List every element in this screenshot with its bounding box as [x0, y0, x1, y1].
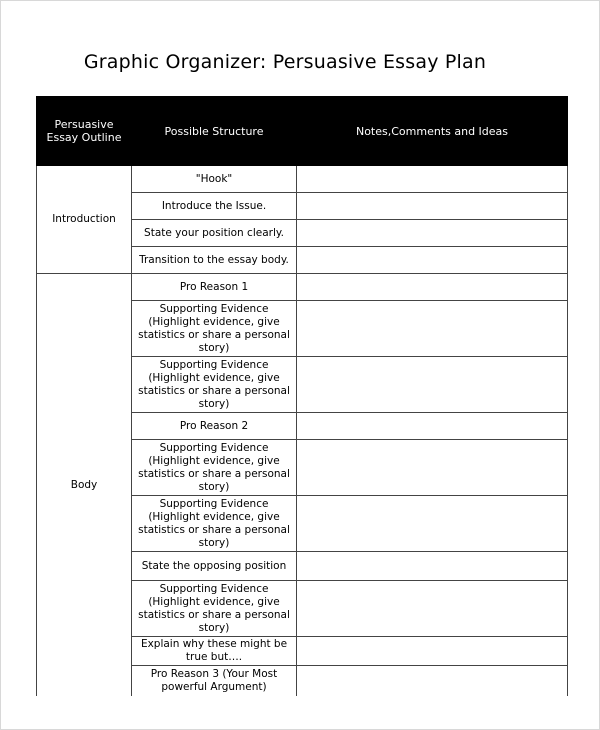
structure-cell: Supporting Evidence (Highlight evidence, give statistics or share a personal story): [132, 301, 297, 357]
structure-cell: Supporting Evidence (Highlight evidence, give statistics or share a personal story): [132, 357, 297, 413]
notes-cell[interactable]: [297, 357, 568, 413]
header-possible-structure: Possible Structure: [132, 97, 297, 166]
essay-plan-table: [36, 96, 568, 696]
header-notes: Notes,Comments and Ideas: [297, 97, 568, 166]
notes-cell[interactable]: [297, 247, 568, 274]
structure-cell: Pro Reason 3 (Your Most powerful Argument): [132, 666, 297, 697]
notes-cell[interactable]: [297, 552, 568, 581]
notes-cell[interactable]: [297, 220, 568, 247]
notes-cell[interactable]: [297, 581, 568, 637]
notes-cell[interactable]: [297, 274, 568, 301]
structure-cell: Supporting Evidence (Highlight evidence, give statistics or share a personal story): [132, 581, 297, 637]
notes-cell[interactable]: [297, 496, 568, 552]
table-header-row: [37, 97, 568, 166]
structure-cell: Supporting Evidence (Highlight evidence, give statistics or share a personal story): [132, 440, 297, 496]
notes-cell[interactable]: [297, 666, 568, 697]
table-row: [37, 166, 568, 193]
structure-cell: Transition to the essay body.: [132, 247, 297, 274]
notes-cell[interactable]: [297, 413, 568, 440]
structure-cell: State your position clearly.: [132, 220, 297, 247]
notes-cell[interactable]: [297, 440, 568, 496]
structure-cell: State the opposing position: [132, 552, 297, 581]
section-label-body: Body: [37, 274, 132, 697]
header-essay-outline: Persuasive Essay Outline: [37, 97, 132, 166]
notes-cell[interactable]: [297, 166, 568, 193]
notes-cell[interactable]: [297, 301, 568, 357]
structure-cell: "Hook": [132, 166, 297, 193]
page-title: Graphic Organizer: Persuasive Essay Plan: [83, 51, 487, 73]
structure-cell: Pro Reason 2: [132, 413, 297, 440]
section-label-introduction: Introduction: [37, 166, 132, 274]
structure-cell: Explain why these might be true but….: [132, 637, 297, 666]
structure-cell: Introduce the Issue.: [132, 193, 297, 220]
structure-cell: Supporting Evidence (Highlight evidence, give statistics or share a personal story): [132, 496, 297, 552]
notes-cell[interactable]: [297, 193, 568, 220]
table-row: [37, 274, 568, 301]
notes-cell[interactable]: [297, 637, 568, 666]
structure-cell: Pro Reason 1: [132, 274, 297, 301]
